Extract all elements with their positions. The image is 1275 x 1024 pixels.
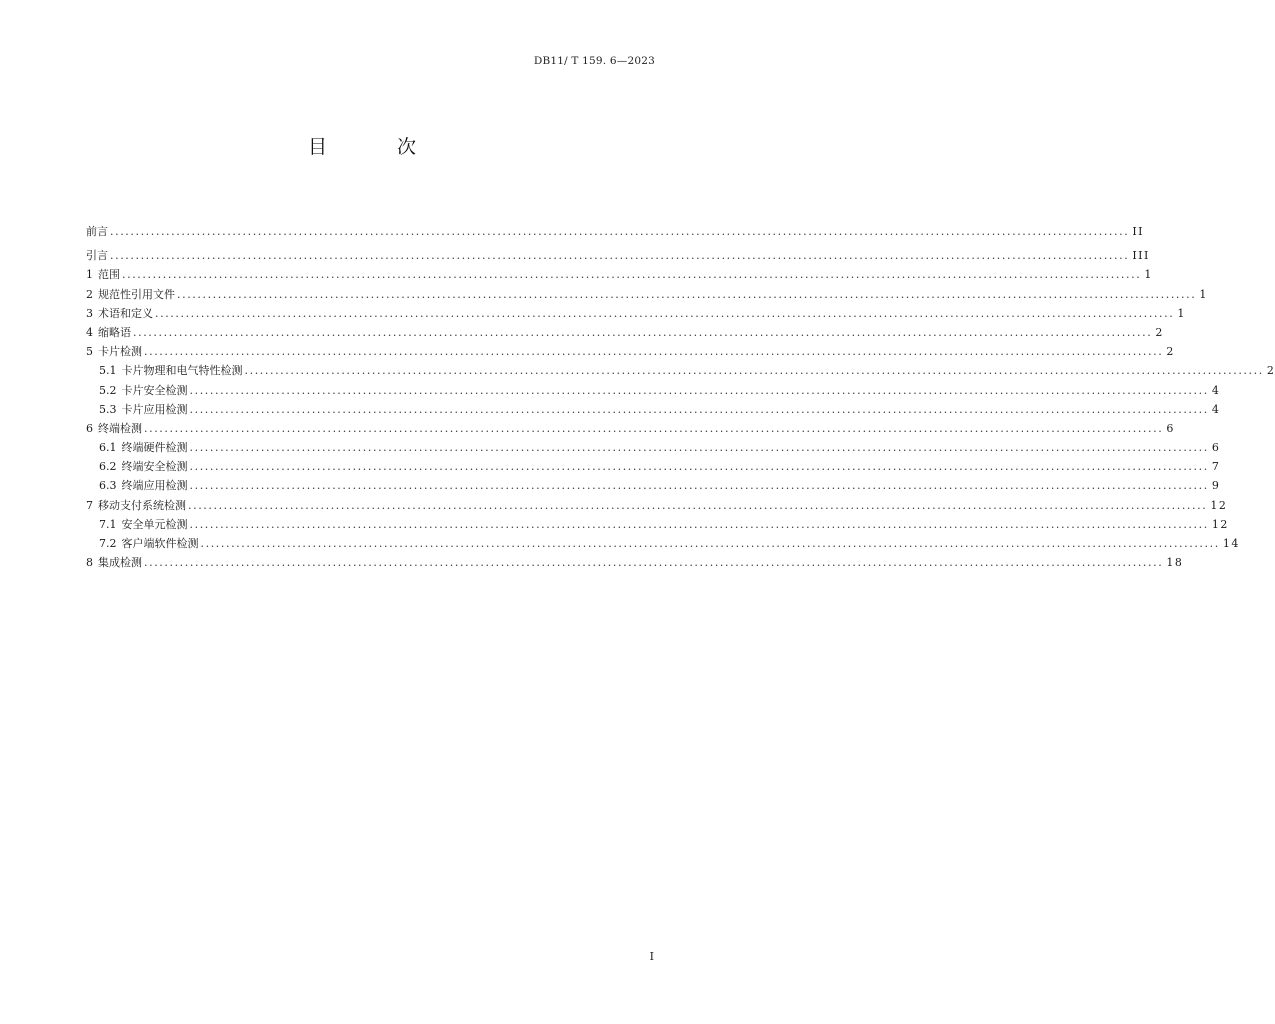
toc-entry-page: 12 xyxy=(1211,517,1229,531)
toc-entry[interactable] xyxy=(86,419,1175,438)
toc-dot-leader: ........................................................................................................................................................................................................ xyxy=(188,498,1208,512)
toc-entry-label: 范围 xyxy=(98,268,120,282)
toc-entry-number: 6 xyxy=(86,421,93,435)
toc-entry-label: 终端安全检测 xyxy=(121,460,188,474)
toc-entry-page: 1 xyxy=(1144,268,1153,282)
toc-entry[interactable] xyxy=(86,323,1164,342)
toc-entry[interactable] xyxy=(86,496,1228,515)
toc-entry-number: 8 xyxy=(86,556,93,570)
toc-entry[interactable] xyxy=(86,361,1275,380)
toc-entry-label: 术语和定义 xyxy=(98,306,153,320)
toc-dot-leader: ........................................................................................................................................................................................................ xyxy=(110,249,1130,263)
toc-entry-number: 5 xyxy=(86,345,93,359)
toc-entry-number: 5.2 xyxy=(99,383,117,397)
toc-dot-leader: ........................................................................................................................................................................................................ xyxy=(189,517,1209,531)
toc-dot-leader: ........................................................................................................................................................................................................ xyxy=(133,325,1153,339)
toc-entry-page: 2 xyxy=(1155,325,1164,339)
toc-entry-label: 客户端软件检测 xyxy=(121,537,199,550)
toc-entry-label: 卡片应用检测 xyxy=(121,402,188,416)
toc-entry[interactable] xyxy=(86,400,1221,419)
toc-entry-page: 14 xyxy=(1222,537,1240,550)
toc-entry-number: 1 xyxy=(86,268,93,282)
toc-list xyxy=(86,222,1275,572)
toc-dot-leader: ........................................................................................................................................................................................................ xyxy=(110,225,1130,238)
toc-entry-number: 4 xyxy=(86,325,93,339)
toc-entry[interactable] xyxy=(86,285,1208,304)
toc-dot-leader: ........................................................................................................................................................................................................ xyxy=(144,345,1164,359)
toc-dot-leader: ........................................................................................................................................................................................................ xyxy=(122,268,1142,282)
toc-entry[interactable] xyxy=(86,342,1175,361)
toc-entry[interactable] xyxy=(86,265,1153,284)
toc-entry-label: 卡片物理和电气特性检测 xyxy=(121,364,243,378)
toc-entry-label: 集成检测 xyxy=(98,556,142,570)
toc-entry-label: 终端硬件检测 xyxy=(121,441,188,455)
toc-entry-page: 2 xyxy=(1266,364,1275,378)
toc-entry-number: 6.3 xyxy=(99,479,117,493)
toc-dot-leader: ........................................................................................................................................................................................................ xyxy=(244,364,1264,378)
toc-entry-page: 2 xyxy=(1166,345,1175,359)
toc-entry-label: 前言 xyxy=(86,225,108,238)
toc-entry-page: 9 xyxy=(1211,479,1221,493)
toc-entry-page: II xyxy=(1132,225,1145,238)
toc-title: 目 次 xyxy=(307,136,449,158)
toc-entry-number: 3 xyxy=(86,306,93,320)
toc-dot-leader: ........................................................................................................................................................................................................ xyxy=(144,421,1164,435)
toc-entry-page: 6 xyxy=(1166,421,1175,435)
toc-entry-label: 卡片检测 xyxy=(98,345,142,359)
toc-entry-label: 移动支付系统检测 xyxy=(98,498,186,512)
toc-entry[interactable] xyxy=(86,304,1186,323)
toc-entry-page: 12 xyxy=(1210,498,1228,512)
toc-entry[interactable] xyxy=(86,553,1184,572)
toc-entry-number: 7.1 xyxy=(99,517,117,531)
toc-entry-number: 2 xyxy=(86,287,93,301)
toc-entry-label: 安全单元检测 xyxy=(121,517,188,531)
toc-entry[interactable] xyxy=(86,381,1221,400)
toc-entry-label: 缩略语 xyxy=(98,325,131,339)
toc-entry-number: 7.2 xyxy=(99,537,117,550)
toc-dot-leader: ........................................................................................................................................................................................................ xyxy=(177,287,1197,301)
toc-entry[interactable] xyxy=(86,534,1240,553)
toc-entry-number: 6.2 xyxy=(99,460,117,474)
toc-dot-leader: ........................................................................................................................................................................................................ xyxy=(189,441,1209,455)
toc-entry-page: III xyxy=(1132,249,1150,263)
toc-entry-page: 7 xyxy=(1211,460,1221,474)
toc-entry-page: 4 xyxy=(1211,402,1221,416)
toc-entry-label: 终端检测 xyxy=(98,421,142,435)
toc-dot-leader: ........................................................................................................................................................................................................ xyxy=(189,402,1209,416)
toc-entry-label: 引言 xyxy=(86,249,108,263)
toc-dot-leader: ........................................................................................................................................................................................................ xyxy=(200,537,1220,550)
toc-entry-page: 1 xyxy=(1199,287,1208,301)
toc-entry[interactable] xyxy=(86,515,1229,534)
toc-entry-page: 6 xyxy=(1211,441,1221,455)
toc-entry[interactable] xyxy=(86,438,1221,457)
toc-entry[interactable] xyxy=(86,222,1145,241)
toc-entry-label: 规范性引用文件 xyxy=(98,287,175,301)
toc-dot-leader: ........................................................................................................................................................................................................ xyxy=(189,383,1209,397)
toc-entry-label: 终端应用检测 xyxy=(121,479,188,493)
toc-dot-leader: ........................................................................................................................................................................................................ xyxy=(144,556,1164,570)
document-code: DB11/ T 159. 6—2023 xyxy=(533,55,655,67)
toc-entry-number: 6.1 xyxy=(99,441,117,455)
toc-entry-page: 1 xyxy=(1177,306,1186,320)
toc-dot-leader: ........................................................................................................................................................................................................ xyxy=(189,460,1209,474)
toc-entry[interactable] xyxy=(86,246,1150,265)
toc-entry-page: 4 xyxy=(1211,383,1221,397)
toc-entry-number: 5.3 xyxy=(99,402,117,416)
toc-entry-number: 5.1 xyxy=(99,364,117,378)
page-number: I xyxy=(649,950,654,963)
toc-entry[interactable] xyxy=(86,457,1221,476)
toc-dot-leader: ........................................................................................................................................................................................................ xyxy=(155,306,1175,320)
toc-entry-label: 卡片安全检测 xyxy=(121,383,188,397)
toc-dot-leader: ........................................................................................................................................................................................................ xyxy=(189,479,1209,493)
toc-entry-number: 7 xyxy=(86,498,93,512)
toc-entry[interactable] xyxy=(86,476,1221,495)
toc-entry-page: 18 xyxy=(1166,556,1184,570)
